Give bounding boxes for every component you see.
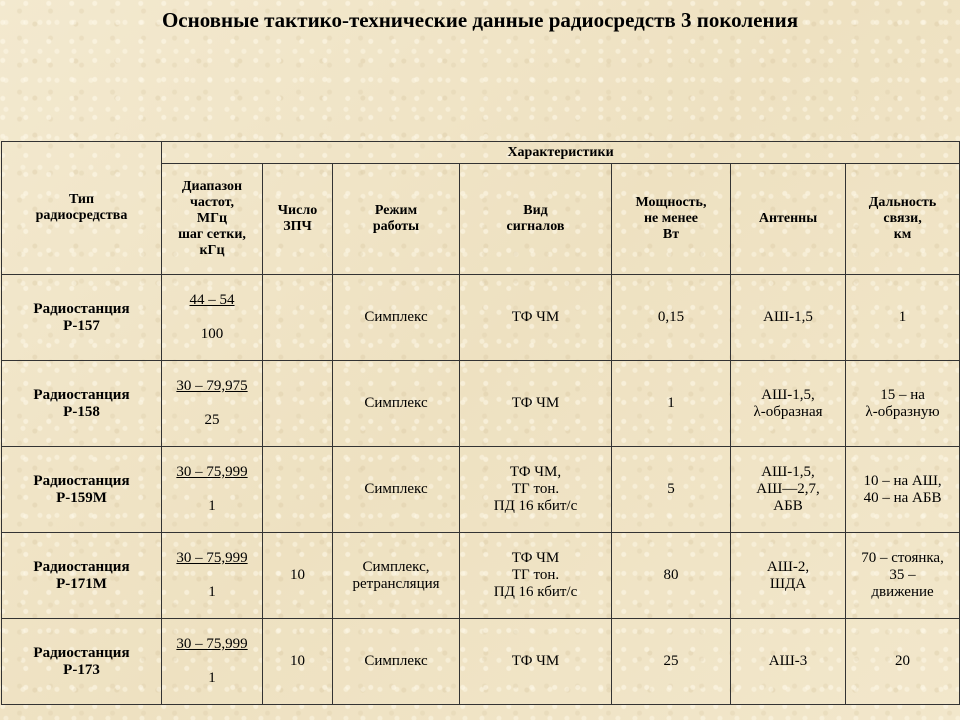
specs-table xyxy=(1,141,960,705)
freq-step: 1 xyxy=(208,498,216,514)
power-cell: 1 xyxy=(612,361,731,447)
antenna-cell: АШ-1,5, АШ—2,7, АБВ xyxy=(731,447,846,533)
freq-step: 1 xyxy=(208,584,216,600)
page-title: Основные тактико-технические данные радиосредств 3 поколения xyxy=(161,8,799,32)
range-cell: 70 – стоянка, 35 – движение xyxy=(846,533,960,619)
table-row xyxy=(2,447,960,533)
freq-cell xyxy=(162,447,263,533)
table-row xyxy=(2,533,960,619)
mode-header: Режим работы xyxy=(333,164,460,275)
signal-cell: ТФ ЧМ xyxy=(460,275,612,361)
power-cell: 0,15 xyxy=(612,275,731,361)
antenna-cell: АШ-1,5, λ-образная xyxy=(731,361,846,447)
zpch-cell xyxy=(263,361,333,447)
range-cell: 1 xyxy=(846,275,960,361)
signal-cell: ТФ ЧМ xyxy=(460,361,612,447)
freq-cell xyxy=(162,361,263,447)
station-name: Радиостанция Р-159М xyxy=(2,447,162,533)
range-cell: 20 xyxy=(846,619,960,705)
power-cell: 5 xyxy=(612,447,731,533)
freq-range: 30 – 75,999 xyxy=(176,636,248,652)
signal-header: Вид сигналов xyxy=(460,164,612,275)
mode-cell: Симплекс xyxy=(333,275,460,361)
antenna-cell: АШ-2, ШДА xyxy=(731,533,846,619)
power-cell: 25 xyxy=(612,619,731,705)
freq-step: 100 xyxy=(200,326,224,342)
characteristics-header: Характеристики xyxy=(162,142,960,164)
signal-cell: ТФ ЧМ, ТГ тон. ПД 16 кбит/с xyxy=(460,447,612,533)
freq-range: 30 – 75,999 xyxy=(176,550,248,566)
zpch-cell xyxy=(263,275,333,361)
signal-cell: ТФ ЧМ xyxy=(460,619,612,705)
zpch-cell: 10 xyxy=(263,533,333,619)
signal-cell: ТФ ЧМ ТГ тон. ПД 16 кбит/с xyxy=(460,533,612,619)
station-name: Радиостанция Р-173 xyxy=(2,619,162,705)
type-header: Тип радиосредства xyxy=(2,142,162,275)
station-name: Радиостанция Р-171М xyxy=(2,533,162,619)
freq-step: 25 xyxy=(204,412,220,428)
mode-cell: Симплекс xyxy=(333,619,460,705)
mode-cell: Симплекс xyxy=(333,447,460,533)
range-cell: 15 – на λ-образную xyxy=(846,361,960,447)
freq-header: Диапазон частот, МГц шаг сетки, кГц xyxy=(162,164,263,275)
freq-cell xyxy=(162,533,263,619)
header-row-group xyxy=(2,142,960,164)
table-row xyxy=(2,619,960,705)
power-cell: 80 xyxy=(612,533,731,619)
range-cell: 10 – на АШ, 40 – на АБВ xyxy=(846,447,960,533)
antenna-cell: АШ-1,5 xyxy=(731,275,846,361)
table-row xyxy=(2,361,960,447)
mode-cell: Симплекс, ретрансляция xyxy=(333,533,460,619)
range-header: Дальность связи, км xyxy=(846,164,960,275)
mode-cell: Симплекс xyxy=(333,361,460,447)
zpch-cell: 10 xyxy=(263,619,333,705)
freq-cell xyxy=(162,619,263,705)
zpch-header: Число ЗПЧ xyxy=(263,164,333,275)
station-name: Радиостанция Р-158 xyxy=(2,361,162,447)
freq-range: 30 – 79,975 xyxy=(176,378,248,394)
power-header: Мощность, не менее Вт xyxy=(612,164,731,275)
antenna-cell: АШ-3 xyxy=(731,619,846,705)
station-name: Радиостанция Р-157 xyxy=(2,275,162,361)
table-row xyxy=(2,275,960,361)
freq-range: 44 – 54 xyxy=(189,292,235,308)
freq-range: 30 – 75,999 xyxy=(176,464,248,480)
zpch-cell xyxy=(263,447,333,533)
freq-cell xyxy=(162,275,263,361)
freq-step: 1 xyxy=(208,670,216,686)
antenna-header: Антенны xyxy=(731,164,846,275)
